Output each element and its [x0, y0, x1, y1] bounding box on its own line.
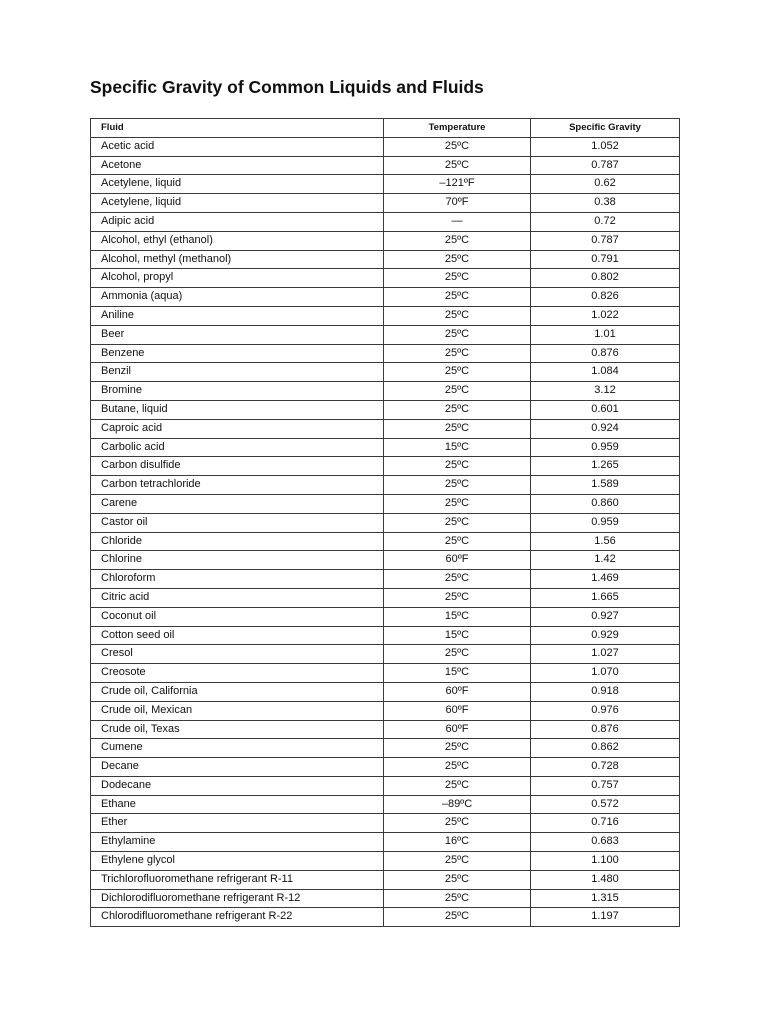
specific-gravity-cell: 1.315 [531, 889, 680, 908]
temperature-cell: — [384, 212, 531, 231]
temperature-cell: 25ºC [384, 889, 531, 908]
fluid-cell: Chlorodifluoromethane refrigerant R-22 [91, 908, 384, 927]
table-row [91, 701, 680, 720]
temperature-cell: 25ºC [384, 814, 531, 833]
specific-gravity-cell: 0.826 [531, 288, 680, 307]
temperature-cell: 25ºC [384, 325, 531, 344]
temperature-cell: 60ºF [384, 701, 531, 720]
table-row [91, 870, 680, 889]
table-row [91, 382, 680, 401]
fluid-cell: Cumene [91, 739, 384, 758]
temperature-cell: 25ºC [384, 513, 531, 532]
specific-gravity-cell: 1.589 [531, 476, 680, 495]
temperature-cell: 25ºC [384, 400, 531, 419]
temperature-cell: 16ºC [384, 833, 531, 852]
specific-gravity-cell: 1.100 [531, 852, 680, 871]
temperature-cell: 25ºC [384, 250, 531, 269]
specific-gravity-cell: 0.791 [531, 250, 680, 269]
temperature-cell: 25ºC [384, 156, 531, 175]
specific-gravity-cell: 1.070 [531, 664, 680, 683]
specific-gravity-cell: 0.72 [531, 212, 680, 231]
specific-gravity-cell: 1.469 [531, 570, 680, 589]
fluid-cell: Chlorine [91, 551, 384, 570]
table-row [91, 570, 680, 589]
specific-gravity-cell: 1.052 [531, 137, 680, 156]
table-row [91, 400, 680, 419]
temperature-cell: 60ºF [384, 682, 531, 701]
temperature-cell: 25ºC [384, 776, 531, 795]
fluid-cell: Butane, liquid [91, 400, 384, 419]
table-row [91, 833, 680, 852]
temperature-cell: –121ºF [384, 175, 531, 194]
specific-gravity-cell: 0.683 [531, 833, 680, 852]
temperature-cell: 25ºC [384, 908, 531, 927]
specific-gravity-cell: 0.976 [531, 701, 680, 720]
table-row [91, 758, 680, 777]
specific-gravity-cell: 0.876 [531, 720, 680, 739]
fluid-cell: Chloroform [91, 570, 384, 589]
fluid-cell: Dichlorodifluoromethane refrigerant R-12 [91, 889, 384, 908]
specific-gravity-cell: 1.01 [531, 325, 680, 344]
fluid-cell: Crude oil, Mexican [91, 701, 384, 720]
table-row [91, 231, 680, 250]
temperature-cell: 25ºC [384, 532, 531, 551]
page-title: Specific Gravity of Common Liquids and Fluids [90, 77, 484, 97]
specific-gravity-cell: 0.38 [531, 194, 680, 213]
fluid-cell: Citric acid [91, 588, 384, 607]
specific-gravity-cell: 1.197 [531, 908, 680, 927]
fluid-cell: Creosote [91, 664, 384, 683]
table-row [91, 513, 680, 532]
specific-gravity-cell: 0.787 [531, 156, 680, 175]
temperature-cell: 25ºC [384, 570, 531, 589]
specific-gravity-cell: 0.959 [531, 438, 680, 457]
fluid-cell: Acetic acid [91, 137, 384, 156]
temperature-cell: 25ºC [384, 382, 531, 401]
temperature-cell: 25ºC [384, 588, 531, 607]
fluid-cell: Carbolic acid [91, 438, 384, 457]
fluid-cell: Ethylene glycol [91, 852, 384, 871]
fluid-cell: Acetylene, liquid [91, 194, 384, 213]
fluid-cell: Aniline [91, 306, 384, 325]
table-body [91, 137, 680, 926]
specific-gravity-cell: 0.716 [531, 814, 680, 833]
temperature-cell: 25ºC [384, 363, 531, 382]
table-row [91, 137, 680, 156]
table-row [91, 795, 680, 814]
table-row [91, 852, 680, 871]
table-row [91, 607, 680, 626]
table-row [91, 363, 680, 382]
table-row [91, 156, 680, 175]
specific-gravity-cell: 1.084 [531, 363, 680, 382]
table-row [91, 344, 680, 363]
table-header-row [91, 119, 680, 138]
fluid-cell: Alcohol, propyl [91, 269, 384, 288]
fluid-cell: Decane [91, 758, 384, 777]
fluid-cell: Carbon disulfide [91, 457, 384, 476]
fluid-cell: Beer [91, 325, 384, 344]
fluid-cell: Ethylamine [91, 833, 384, 852]
fluid-cell: Castor oil [91, 513, 384, 532]
specific-gravity-cell: 0.876 [531, 344, 680, 363]
temperature-cell: 15ºC [384, 438, 531, 457]
column-header-specific-gravity: Specific Gravity [531, 119, 680, 138]
fluid-cell: Crude oil, Texas [91, 720, 384, 739]
specific-gravity-cell: 0.924 [531, 419, 680, 438]
table-row [91, 457, 680, 476]
temperature-cell: 25ºC [384, 852, 531, 871]
specific-gravity-cell: 0.862 [531, 739, 680, 758]
specific-gravity-cell: 0.572 [531, 795, 680, 814]
table-row [91, 908, 680, 927]
table-row [91, 288, 680, 307]
temperature-cell: 25ºC [384, 231, 531, 250]
table-row [91, 739, 680, 758]
fluid-cell: Benzil [91, 363, 384, 382]
table-row [91, 776, 680, 795]
table-row [91, 664, 680, 683]
specific-gravity-cell: 0.918 [531, 682, 680, 701]
temperature-cell: 25ºC [384, 645, 531, 664]
specific-gravity-cell: 0.601 [531, 400, 680, 419]
fluid-cell: Cotton seed oil [91, 626, 384, 645]
specific-gravity-cell: 0.860 [531, 494, 680, 513]
temperature-cell: 25ºC [384, 288, 531, 307]
temperature-cell: 25ºC [384, 419, 531, 438]
specific-gravity-cell: 0.927 [531, 607, 680, 626]
table-row [91, 476, 680, 495]
table-row [91, 645, 680, 664]
temperature-cell: 25ºC [384, 344, 531, 363]
table-row [91, 814, 680, 833]
specific-gravity-cell: 1.027 [531, 645, 680, 664]
specific-gravity-cell: 1.56 [531, 532, 680, 551]
fluid-cell: Ether [91, 814, 384, 833]
specific-gravity-cell: 0.929 [531, 626, 680, 645]
specific-gravity-cell: 1.665 [531, 588, 680, 607]
specific-gravity-cell: 1.480 [531, 870, 680, 889]
fluid-cell: Trichlorofluoromethane refrigerant R-11 [91, 870, 384, 889]
fluid-cell: Cresol [91, 645, 384, 664]
table-row [91, 682, 680, 701]
fluid-cell: Acetone [91, 156, 384, 175]
specific-gravity-cell: 0.728 [531, 758, 680, 777]
temperature-cell: 25ºC [384, 137, 531, 156]
table-row [91, 720, 680, 739]
temperature-cell: 25ºC [384, 758, 531, 777]
specific-gravity-cell: 1.022 [531, 306, 680, 325]
specific-gravity-cell: 0.757 [531, 776, 680, 795]
table-row [91, 325, 680, 344]
table-row [91, 419, 680, 438]
specific-gravity-cell: 0.959 [531, 513, 680, 532]
specific-gravity-cell: 0.787 [531, 231, 680, 250]
temperature-cell: 25ºC [384, 870, 531, 889]
table-row [91, 588, 680, 607]
temperature-cell: 25ºC [384, 269, 531, 288]
temperature-cell: 60ºF [384, 551, 531, 570]
temperature-cell: 15ºC [384, 626, 531, 645]
fluid-cell: Ammonia (aqua) [91, 288, 384, 307]
table-row [91, 212, 680, 231]
table-row [91, 532, 680, 551]
table-row [91, 175, 680, 194]
fluid-cell: Ethane [91, 795, 384, 814]
temperature-cell: 25ºC [384, 306, 531, 325]
column-header-fluid: Fluid [91, 119, 384, 138]
fluid-cell: Carene [91, 494, 384, 513]
table-row [91, 438, 680, 457]
temperature-cell: 15ºC [384, 607, 531, 626]
temperature-cell: 70ºF [384, 194, 531, 213]
fluid-cell: Dodecane [91, 776, 384, 795]
table-row [91, 551, 680, 570]
specific-gravity-table [90, 118, 680, 927]
table-row [91, 626, 680, 645]
fluid-cell: Acetylene, liquid [91, 175, 384, 194]
fluid-cell: Crude oil, California [91, 682, 384, 701]
fluid-cell: Carbon tetrachloride [91, 476, 384, 495]
temperature-cell: 25ºC [384, 739, 531, 758]
specific-gravity-cell: 1.42 [531, 551, 680, 570]
fluid-cell: Coconut oil [91, 607, 384, 626]
temperature-cell: 15ºC [384, 664, 531, 683]
fluid-cell: Alcohol, ethyl (ethanol) [91, 231, 384, 250]
column-header-temperature: Temperature [384, 119, 531, 138]
fluid-cell: Adipic acid [91, 212, 384, 231]
table-row [91, 250, 680, 269]
specific-gravity-cell: 3.12 [531, 382, 680, 401]
specific-gravity-cell: 0.802 [531, 269, 680, 288]
temperature-cell: 25ºC [384, 457, 531, 476]
table-row [91, 269, 680, 288]
specific-gravity-cell: 1.265 [531, 457, 680, 476]
table-row [91, 194, 680, 213]
table-row [91, 494, 680, 513]
fluid-cell: Caproic acid [91, 419, 384, 438]
temperature-cell: 60ºF [384, 720, 531, 739]
fluid-cell: Alcohol, methyl (methanol) [91, 250, 384, 269]
fluid-cell: Bromine [91, 382, 384, 401]
fluid-cell: Benzene [91, 344, 384, 363]
table-row [91, 306, 680, 325]
specific-gravity-cell: 0.62 [531, 175, 680, 194]
temperature-cell: –89ºC [384, 795, 531, 814]
temperature-cell: 25ºC [384, 476, 531, 495]
table-row [91, 889, 680, 908]
temperature-cell: 25ºC [384, 494, 531, 513]
fluid-cell: Chloride [91, 532, 384, 551]
